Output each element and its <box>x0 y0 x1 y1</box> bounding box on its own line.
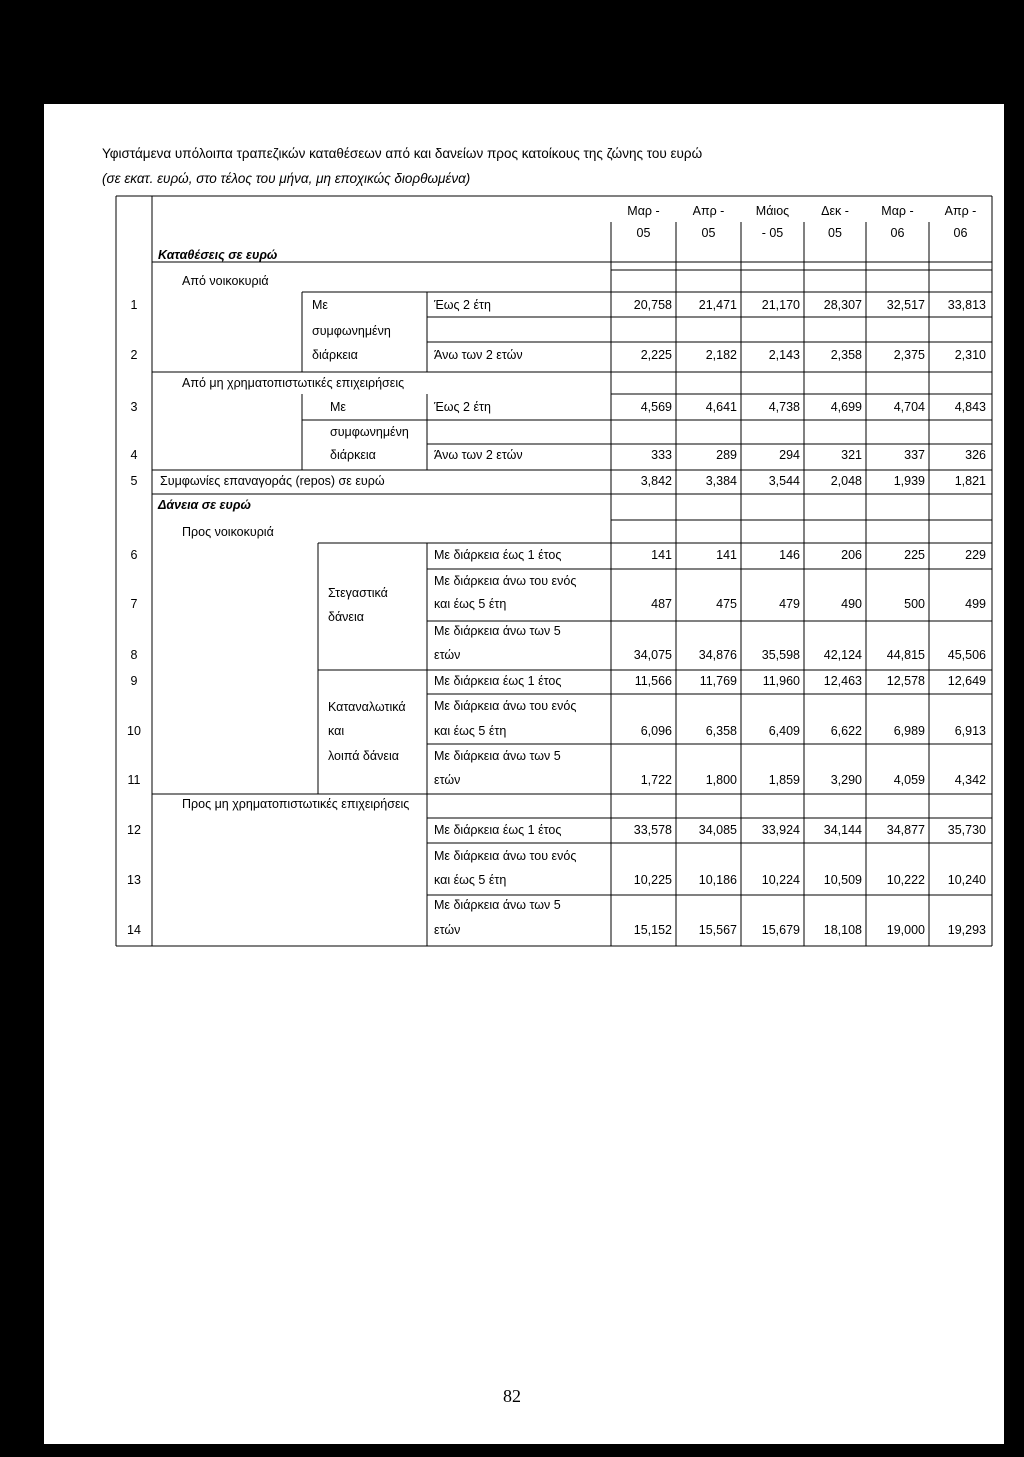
maturity-label: Με διάρκεια έως 1 έτος <box>434 823 562 837</box>
row-number: 9 <box>130 674 138 688</box>
value-cell: 6,096 <box>640 724 672 738</box>
value-cell: 2,375 <box>893 348 925 362</box>
value-cell: 146 <box>779 548 800 562</box>
value-cell: 10,225 <box>633 873 672 887</box>
value-cell: 4,699 <box>830 400 862 414</box>
row-number: 10 <box>127 724 141 738</box>
maturity-label: Με διάρκεια άνω των 5 <box>434 624 561 638</box>
column-header-year: 05 <box>701 226 716 240</box>
row-number: 3 <box>130 400 138 414</box>
maturity-label: Με διάρκεια άνω των 5 <box>434 749 561 763</box>
maturity-label: Έως 2 έτη <box>434 298 491 312</box>
row-number: 4 <box>130 448 138 462</box>
deposits-section-header: Καταθέσεις σε ευρώ <box>158 248 278 262</box>
column-header: Μάιος <box>755 204 790 218</box>
maturity-label: Άνω των 2 ετών <box>434 448 523 462</box>
value-cell: 11,769 <box>699 674 737 688</box>
value-cell: 487 <box>651 597 672 611</box>
column-header: Απρ - <box>692 204 725 218</box>
row-number: 6 <box>130 548 138 562</box>
value-cell: 1,722 <box>640 773 672 787</box>
maturity-label: και έως 5 έτη <box>434 873 507 887</box>
value-cell: 10,186 <box>698 873 737 887</box>
value-cell: 42,124 <box>823 648 862 662</box>
value-cell: 4,704 <box>893 400 925 414</box>
value-cell: 4,641 <box>705 400 737 414</box>
column-header-year: 06 <box>890 226 905 240</box>
value-cell: 337 <box>904 448 925 462</box>
maturity-label: και έως 5 έτη <box>434 597 507 611</box>
maturity-label: Με διάρκεια άνω των 5 <box>434 898 561 912</box>
value-cell: 141 <box>651 548 672 562</box>
maturity-label: ετών <box>434 773 461 787</box>
value-cell: 141 <box>716 548 737 562</box>
value-cell: 45,506 <box>947 648 986 662</box>
row-number: 11 <box>127 773 141 787</box>
value-cell: 21,471 <box>698 298 737 312</box>
value-cell: 2,143 <box>768 348 800 362</box>
maturity-label: Με διάρκεια έως 1 έτος <box>434 674 562 688</box>
table-subtitle: (σε εκατ. ευρώ, στο τέλος του μήνα, μη εποχικώς διορθωμένα) <box>102 171 471 186</box>
agreed-duration-label: διάρκεια <box>312 348 358 362</box>
value-cell: 34,085 <box>698 823 737 837</box>
value-cell: 490 <box>841 597 862 611</box>
value-cell: 6,913 <box>954 724 986 738</box>
maturity-label: ετών <box>434 923 461 937</box>
column-header: Δεκ - <box>821 204 849 218</box>
column-header: Μαρ - <box>881 204 914 218</box>
value-cell: 206 <box>841 548 862 562</box>
value-cell: 4,342 <box>954 773 986 787</box>
value-cell: 19,000 <box>886 923 925 937</box>
value-cell: 28,307 <box>823 298 862 312</box>
deposits-nonfinancial-label: Από μη χρηματοπιστωτικές επιχειρήσεις <box>182 376 405 390</box>
value-cell: 35,730 <box>947 823 986 837</box>
housing-loans-label: δάνεια <box>328 610 365 624</box>
value-cell: 20,758 <box>633 298 672 312</box>
maturity-label: ετών <box>434 648 461 662</box>
value-cell: 289 <box>716 448 737 462</box>
row-number: 7 <box>130 597 138 611</box>
agreed-duration-label: συμφωνημένη <box>312 324 391 338</box>
value-cell: 3,842 <box>640 474 672 488</box>
value-cell: 19,293 <box>947 923 986 937</box>
value-cell: 6,622 <box>830 724 862 738</box>
value-cell: 3,290 <box>830 773 862 787</box>
value-cell: 6,358 <box>705 724 737 738</box>
value-cell: 10,222 <box>886 873 925 887</box>
value-cell: 4,843 <box>954 400 986 414</box>
column-header-year: 05 <box>828 226 842 240</box>
column-header: Μαρ - <box>627 204 660 218</box>
value-cell: 225 <box>904 548 925 562</box>
value-cell: 10,509 <box>823 873 862 887</box>
value-cell: 6,409 <box>768 724 800 738</box>
loans-households-label: Προς νοικοκυριά <box>182 525 274 539</box>
value-cell: 35,598 <box>761 648 800 662</box>
value-cell: 333 <box>651 448 672 462</box>
consumer-loans-label: Καταναλωτικά <box>328 700 406 714</box>
value-cell: 34,877 <box>886 823 925 837</box>
maturity-label: Με διάρκεια έως 1 έτος <box>434 548 562 562</box>
value-cell: 4,569 <box>640 400 672 414</box>
value-cell: 21,170 <box>761 298 800 312</box>
maturity-label: Με διάρκεια άνω του ενός <box>434 574 577 588</box>
value-cell: 1,821 <box>954 474 986 488</box>
value-cell: 3,544 <box>768 474 800 488</box>
value-cell: 3,384 <box>705 474 737 488</box>
value-cell: 34,144 <box>823 823 862 837</box>
agreed-duration-label: Με <box>330 400 346 414</box>
value-cell: 11,960 <box>762 674 800 688</box>
value-cell: 475 <box>716 597 737 611</box>
agreed-duration-label: συμφωνημένη <box>330 425 409 439</box>
page-number: 82 <box>503 1386 521 1406</box>
value-cell: 15,567 <box>698 923 737 937</box>
value-cell: 15,679 <box>761 923 800 937</box>
value-cell: 321 <box>841 448 862 462</box>
column-header-year: 05 <box>636 226 651 240</box>
value-cell: 34,876 <box>698 648 737 662</box>
value-cell: 326 <box>965 448 986 462</box>
row-number: 13 <box>127 873 141 887</box>
maturity-label: Άνω των 2 ετών <box>434 348 523 362</box>
value-cell: 33,813 <box>947 298 986 312</box>
consumer-loans-label: λοιπά δάνεια <box>328 749 399 763</box>
value-cell: 12,649 <box>947 674 986 688</box>
housing-loans-label: Στεγαστικά <box>328 586 388 600</box>
value-cell: 2,225 <box>640 348 672 362</box>
value-cell: 33,578 <box>633 823 672 837</box>
row-number: 5 <box>130 474 138 488</box>
row-number: 12 <box>127 823 141 837</box>
value-cell: 32,517 <box>886 298 925 312</box>
value-cell: 10,240 <box>947 873 986 887</box>
value-cell: 1,859 <box>768 773 800 787</box>
value-cell: 2,310 <box>954 348 986 362</box>
maturity-label: και έως 5 έτη <box>434 724 507 738</box>
column-header-year: - 05 <box>761 226 784 240</box>
row-number: 14 <box>127 923 141 937</box>
loans-nonfinancial-label: Προς μη χρηματοπιστωτικές επιχειρήσεις <box>182 797 410 811</box>
deposits-households-label: Από νοικοκυριά <box>182 274 269 288</box>
value-cell: 500 <box>904 597 925 611</box>
value-cell: 229 <box>965 548 986 562</box>
value-cell: 1,800 <box>705 773 737 787</box>
value-cell: 12,463 <box>823 674 862 688</box>
value-cell: 33,924 <box>761 823 800 837</box>
table-title: Υφιστάμενα υπόλοιπα τραπεζικών καταθέσεων από και δανείων προς κατοίκους της ζώνης του ευρώ <box>102 146 703 161</box>
agreed-duration-label: Με <box>312 298 328 312</box>
value-cell: 1,939 <box>893 474 925 488</box>
value-cell: 2,048 <box>830 474 862 488</box>
maturity-label: Έως 2 έτη <box>434 400 491 414</box>
value-cell: 6,989 <box>893 724 925 738</box>
column-header: Απρ - <box>944 204 977 218</box>
value-cell: 479 <box>779 597 800 611</box>
value-cell: 12,578 <box>886 674 925 688</box>
value-cell: 4,059 <box>893 773 925 787</box>
value-cell: 15,152 <box>633 923 672 937</box>
agreed-duration-label: διάρκεια <box>330 448 376 462</box>
repos-label: Συμφωνίες επαναγοράς (repos) σε ευρώ <box>160 474 385 488</box>
row-number: 1 <box>130 298 138 312</box>
value-cell: 34,075 <box>633 648 672 662</box>
value-cell: 499 <box>965 597 986 611</box>
value-cell: 10,224 <box>761 873 800 887</box>
loans-section-header: Δάνεια σε ευρώ <box>158 498 251 512</box>
value-cell: 2,182 <box>705 348 737 362</box>
row-number: 2 <box>130 348 138 362</box>
consumer-loans-label: και <box>328 724 345 738</box>
maturity-label: Με διάρκεια άνω του ενός <box>434 849 577 863</box>
value-cell: 11,566 <box>634 674 672 688</box>
maturity-label: Με διάρκεια άνω του ενός <box>434 699 577 713</box>
value-cell: 4,738 <box>768 400 800 414</box>
value-cell: 44,815 <box>886 648 925 662</box>
value-cell: 294 <box>779 448 800 462</box>
value-cell: 2,358 <box>830 348 862 362</box>
column-header-year: 06 <box>953 226 968 240</box>
value-cell: 18,108 <box>823 923 862 937</box>
row-number: 8 <box>130 648 138 662</box>
